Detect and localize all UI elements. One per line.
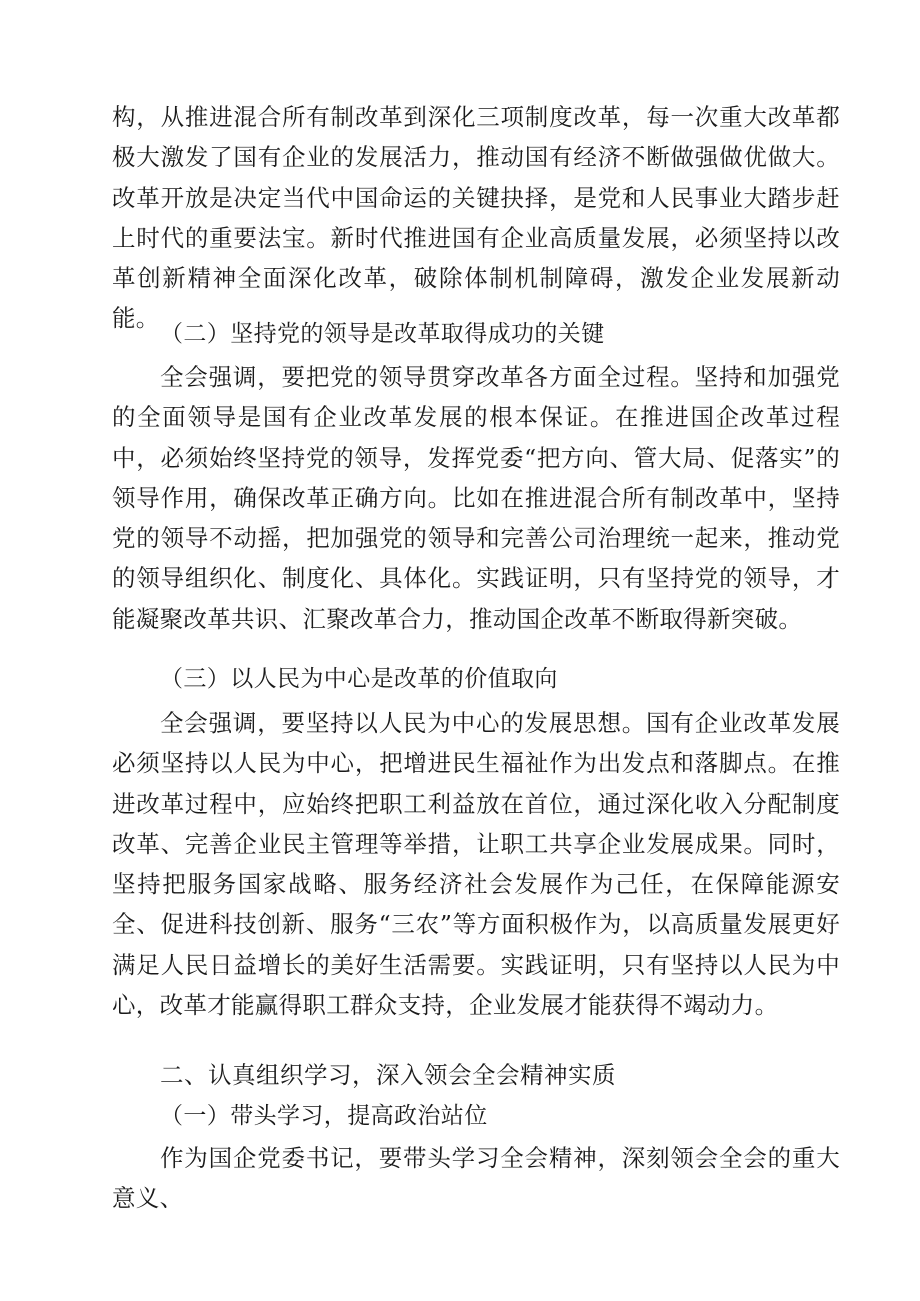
subheading-people-centered: （三）以人民为中心是改革的价值取向 [160, 666, 558, 692]
paragraph-people-centered: 全会强调，要坚持以人民为中心的发展思想。国有企业改革发展必须坚持以人民为中心，把增进民生福祉作为出发点和落脚点。在推进改革过程中，应始终把职工利益放在首位，通过深化收入分配制度改革、完善企业民主管理等举措，让职工共享企业发展成果。同时，坚持把服务国家战略、服务经济社会发展作为己任，在保障能源安全、促进科技创新、服务“三农”等方面积极作为，以高质量发展更好满足人民日益增长的美好生活需要。实践证明，只有坚持以人民为中心，改革才能赢得职工群众支持，企业发展才能获得不竭动力。 [112, 709, 840, 1020]
paragraph-reform-vitality: 构，从推进混合所有制改革到深化三项制度改革，每一次重大改革都极大激发了国有企业的发展活力，推动国有经济不断做强做优做大。改革开放是决定当代中国命运的关键抉择，是党和人民事业大踏步赶上时代的重要法宝。新时代推进国有企业高质量发展，必须坚持以改革创新精神全面深化改革，破除体制机制障碍，激发企业发展新动能。 [112, 103, 840, 333]
subheading-lead-study: （一）带头学习，提高政治站位 [160, 1103, 488, 1129]
paragraph-party-leadership: 全会强调，要把党的领导贯穿改革各方面全过程。坚持和加强党的全面领导是国有企业改革发展的根本保证。在推进国企改革过程中，必须始终坚持党的领导，发挥党委“把方向、管大局、促落实”的领导作用，确保改革正确方向。比如在推进混合所有制改革中，坚持党的领导不动摇，把加强党的领导和完善公司治理统一起来，推动党的领导组织化、制度化、具体化。实践证明，只有坚持党的领导，才能凝聚改革共识、汇聚改革合力，推动国企改革不断取得新突破。 [112, 363, 840, 633]
paragraph-lead-study: 作为国企党委书记，要带头学习全会精神，深刻领会全会的重大意义、 [112, 1144, 840, 1213]
section-heading-study: 二、认真组织学习，深入领会全会精神实质 [160, 1061, 616, 1089]
subheading-party-leadership: （二）坚持党的领导是改革取得成功的关键 [160, 321, 605, 347]
